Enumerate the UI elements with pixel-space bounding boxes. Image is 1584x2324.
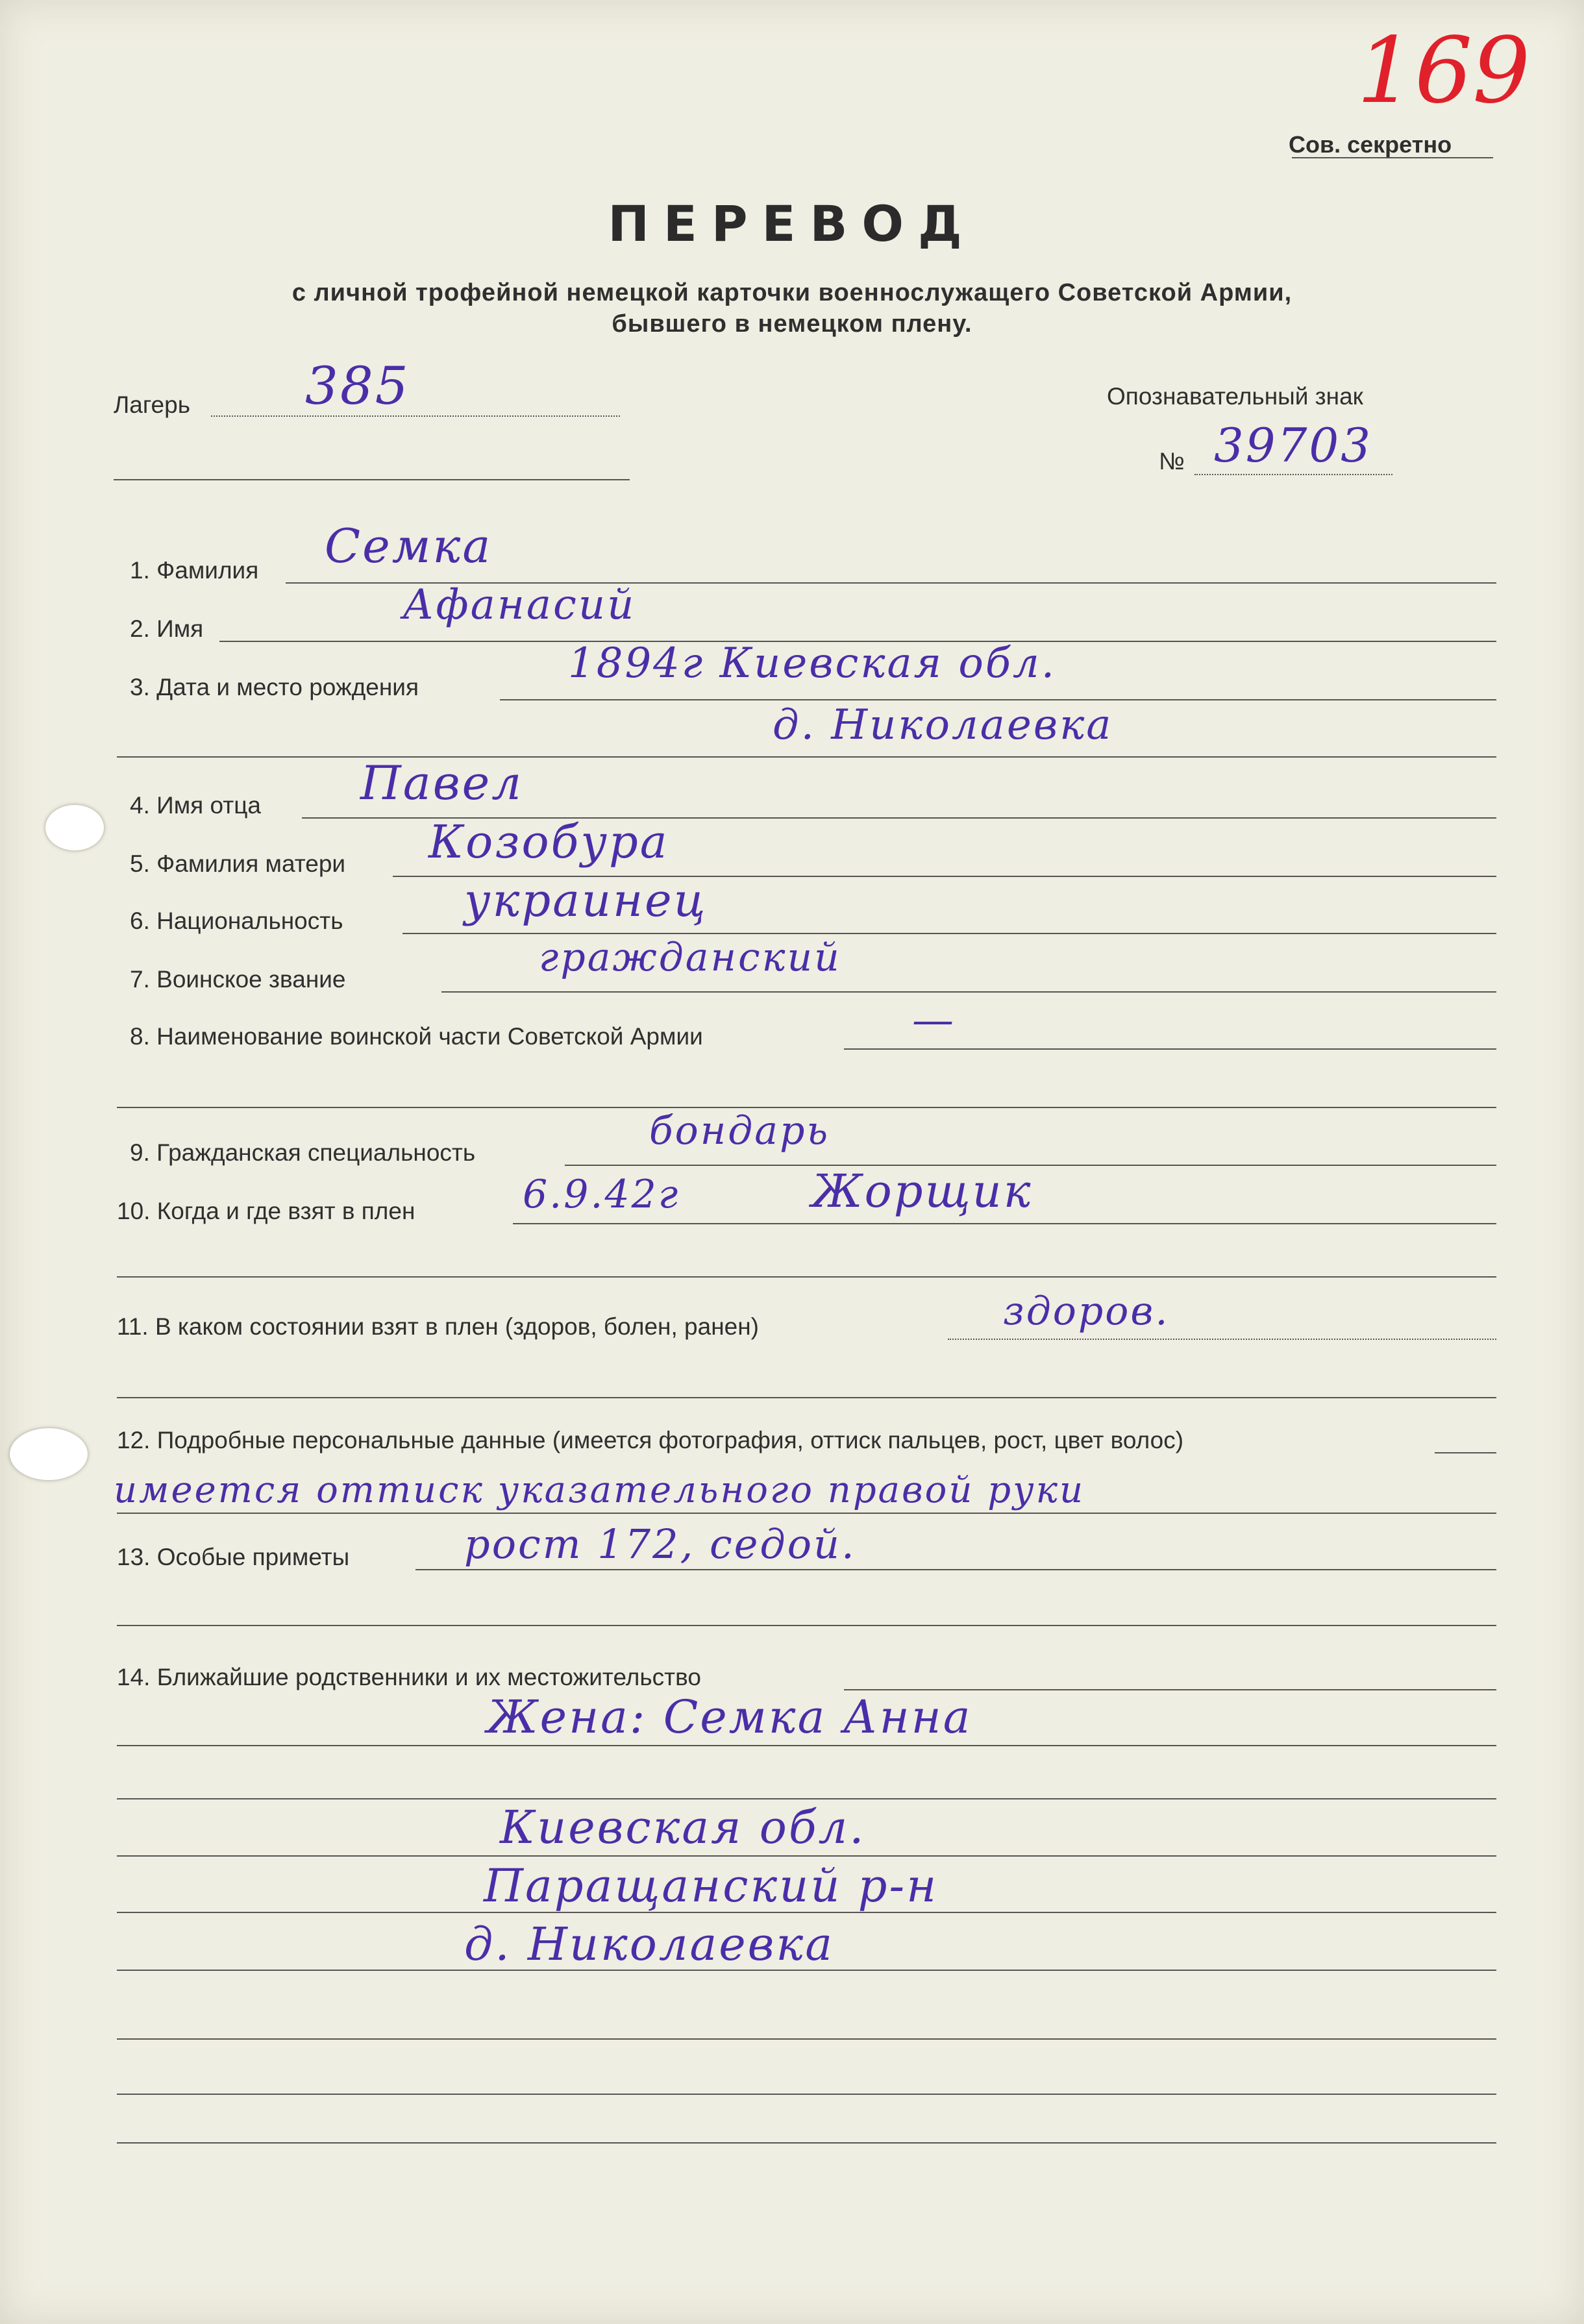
capture-label: 10. Когда и где взят в плен <box>117 1198 415 1224</box>
underline <box>1292 157 1493 158</box>
document-subtitle-1: с личной трофейной немецкой карточки военнослужащего Советской Армии, <box>291 279 1293 306</box>
rule-line <box>844 1048 1496 1050</box>
nationality-value: украинец <box>464 874 708 927</box>
relatives-value-4: д. Николаевка <box>464 1918 834 1971</box>
id-tag-number-sign: № <box>1159 448 1185 475</box>
rule-line <box>415 1569 1496 1570</box>
capture-place-value: Жорщик <box>811 1165 1033 1218</box>
archive-number: 169 <box>1357 18 1531 124</box>
id-tag-value: 39703 <box>1214 418 1373 473</box>
document-subtitle-2: бывшего в немецком плену. <box>612 310 972 338</box>
document-title: ПЕРЕВОД <box>608 195 976 253</box>
rule-line <box>117 1745 1496 1746</box>
rank-label: 7. Воинское звание <box>130 966 346 993</box>
surname-label: 1. Фамилия <box>130 557 259 584</box>
rule-line <box>117 1397 1496 1398</box>
capture-state-value: здоров. <box>1003 1289 1170 1334</box>
unit-value: — <box>912 996 956 1045</box>
civil-profession-label: 9. Гражданская специальность <box>130 1139 476 1166</box>
rule-line <box>117 756 1496 758</box>
relatives-label: 14. Ближайшие родственники и их местожительство <box>117 1664 701 1690</box>
camp-value: 385 <box>305 356 410 416</box>
rule-line <box>1435 1452 1496 1453</box>
rule-line <box>117 2094 1496 2095</box>
id-tag-line <box>1194 474 1392 475</box>
rule-line <box>117 1855 1496 1857</box>
capture-state-label: 11. В каком состоянии взят в плен (здоров, болен, ранен) <box>117 1313 759 1340</box>
father-name-label: 4. Имя отца <box>130 792 261 819</box>
camp-line <box>211 415 620 417</box>
nationality-label: 6. Национальность <box>130 908 343 934</box>
rule-line <box>500 699 1496 700</box>
id-tag-label: Опознавательный знак <box>1107 383 1363 410</box>
classification-stamp: Сов. секретно <box>1289 131 1452 158</box>
birth-value-2: д. Николаевка <box>773 701 1113 749</box>
rule-line <box>117 1798 1496 1799</box>
surname-value: Семка <box>325 519 493 573</box>
rule-line <box>117 1276 1496 1278</box>
special-marks-value: рост 172, седой. <box>464 1520 856 1568</box>
birth-label: 3. Дата и место рождения <box>130 674 419 700</box>
mother-surname-value: Козобура <box>428 815 669 869</box>
personal-data-label: 12. Подробные персональные данные (имеется фотография, оттиск пальцев, рост, цвет волос) <box>117 1427 1184 1453</box>
rule-line <box>117 1970 1496 1971</box>
rank-value: гражданский <box>539 935 841 980</box>
relatives-value-1: Жена: Семка Анна <box>487 1690 972 1744</box>
rule-line <box>441 991 1496 993</box>
capture-date-value: 6.9.42г <box>523 1172 680 1217</box>
rule-line <box>402 933 1496 934</box>
first-name-label: 2. Имя <box>130 615 204 642</box>
relatives-value-2: Киевская обл. <box>500 1801 866 1854</box>
camp-label: Лагерь <box>114 391 190 418</box>
rule-line <box>117 1625 1496 1626</box>
rule-line <box>117 2142 1496 2144</box>
unit-label: 8. Наименование воинской части Советской Армии <box>130 1023 703 1050</box>
first-name-value: Афанасий <box>402 581 636 629</box>
rule-line <box>117 1912 1496 1913</box>
punch-hole <box>10 1428 88 1480</box>
camp-second-line <box>114 479 630 480</box>
mother-surname-label: 5. Фамилия матери <box>130 850 346 877</box>
relatives-value-3: Паращанский р-н <box>484 1859 939 1912</box>
father-name-value: Павел <box>360 756 524 810</box>
rule-line <box>117 1513 1496 1514</box>
civil-profession-value: бондарь <box>649 1108 830 1154</box>
rule-line <box>117 2038 1496 2040</box>
punch-hole <box>45 805 104 850</box>
personal-data-value: имеется оттиск указательного правой руки <box>114 1469 1085 1511</box>
dotted-line <box>948 1339 1496 1340</box>
rule-line <box>513 1223 1496 1224</box>
birth-value: 1894г Киевская обл. <box>568 639 1057 687</box>
special-marks-label: 13. Особые приметы <box>117 1544 350 1570</box>
